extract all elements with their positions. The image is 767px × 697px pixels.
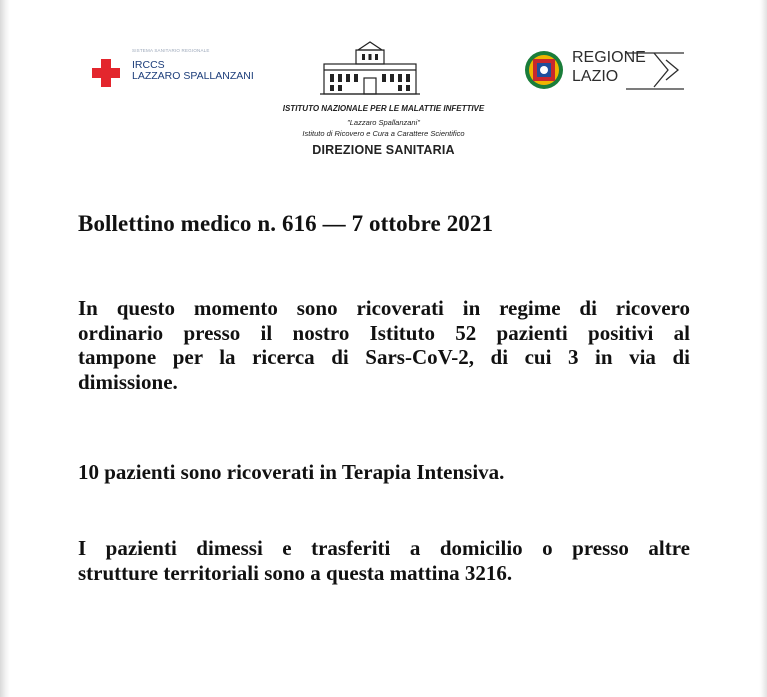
- paragraph-line: tampone per la ricerca di Sars-CoV-2, di cui 3 in via di: [78, 345, 690, 369]
- bulletin-paragraph-intensive-care: 10 pazienti sono ricoverati in Terapia Intensiva.: [78, 460, 505, 484]
- bulletin-paragraph-discharges: [78, 536, 718, 585]
- page-shadow-right: [759, 0, 767, 697]
- spallanzani-logo: [92, 50, 282, 90]
- red-cross-icon: [92, 59, 120, 87]
- lazio-emblem-icon: [524, 50, 564, 90]
- bulletin-paragraph-admissions: [78, 296, 718, 394]
- institute-type: Istituto di Ricovero e Cura a Carattere Scientifico: [302, 129, 465, 138]
- regione-label: REGIONE: [572, 49, 646, 66]
- department-heading: DIREZIONE SANITARIA: [312, 143, 455, 157]
- chevron-arrows-icon: [624, 50, 686, 92]
- institute-building-icon: [320, 38, 420, 98]
- logo-line-irccs: IRCCS: [132, 59, 165, 71]
- lazio-label: LAZIO: [572, 68, 619, 85]
- paragraph-line: strutture territoriali sono a questa mattina 3216.: [78, 560, 513, 585]
- paragraph-line: In questo momento sono ricoverati in regime di ricovero: [78, 296, 690, 320]
- paragraph-line: dimissione.: [78, 369, 178, 394]
- institute-quote: "Lazzaro Spallanzani": [347, 118, 420, 127]
- logo-subtitle: SISTEMA SANITARIO REGIONALE: [132, 48, 210, 53]
- paragraph-line: I pazienti dimessi e trasferiti a domicilio o presso altre: [78, 536, 690, 560]
- institute-name: ISTITUTO NAZIONALE PER LE MALATTIE INFETTIVE: [282, 104, 485, 113]
- regione-lazio-logo: [524, 46, 684, 94]
- paragraph-line: ordinario presso il nostro Istituto 52 pazienti positivi al: [78, 320, 690, 345]
- bulletin-title: Bollettino medico n. 616 — 7 ottobre 2021: [78, 211, 494, 236]
- logo-line-spallanzani: LAZZARO SPALLANZANI: [132, 70, 254, 82]
- page-shadow-left: [0, 0, 10, 697]
